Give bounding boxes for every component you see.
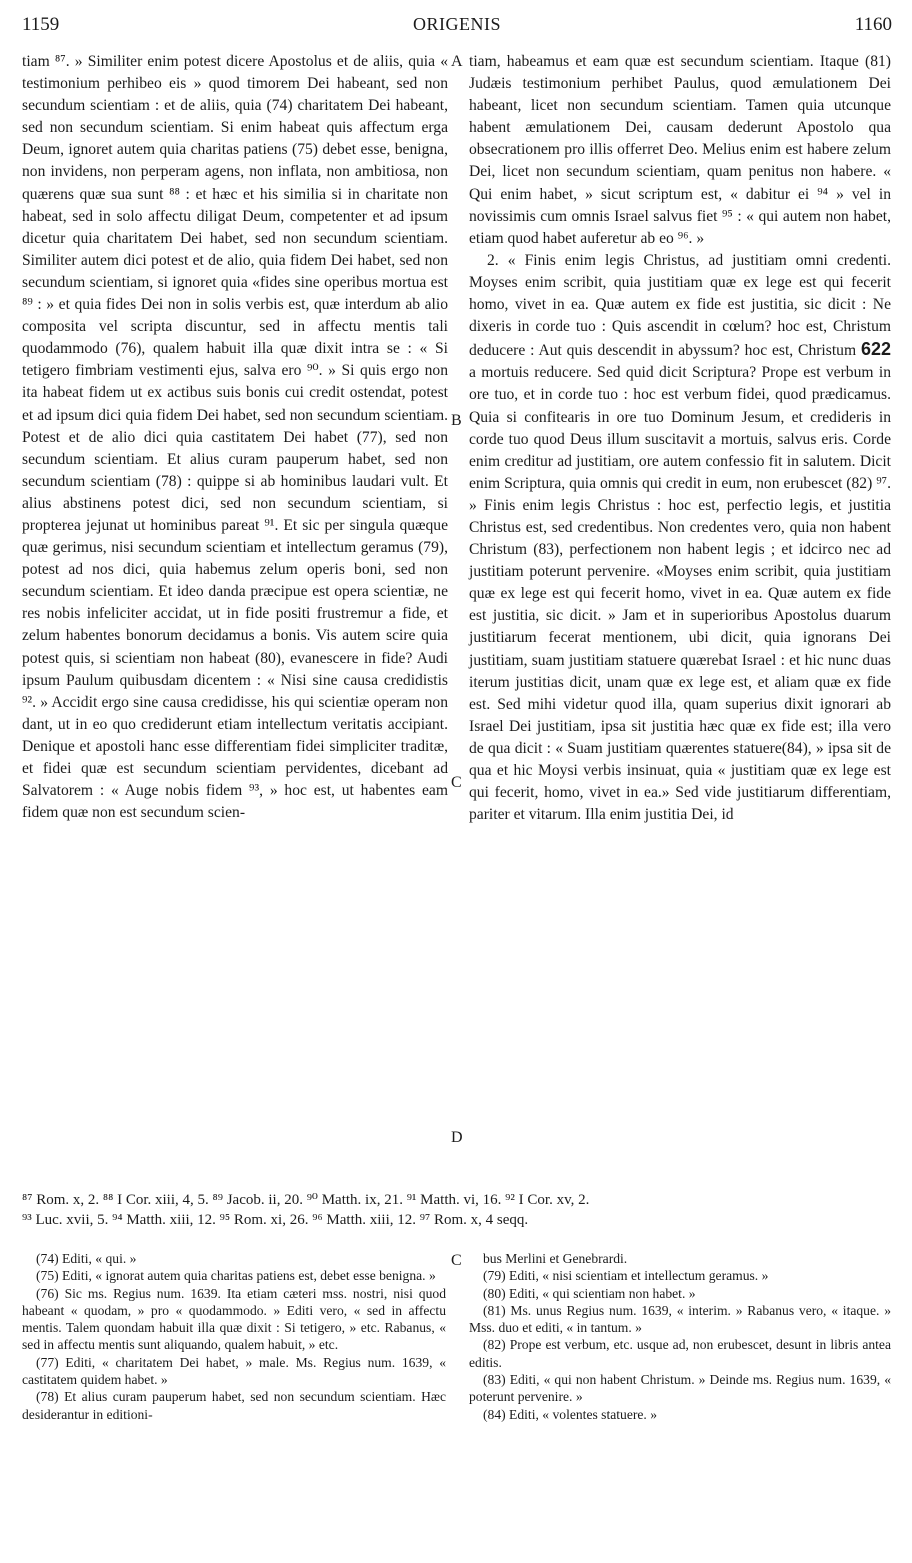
note: (75) Editi, « ignorat autem quia charitas patiens est, debet esse benigna. » [36,1268,436,1284]
margin-marker-a: A [451,53,463,70]
right-paragraph-2-text: 2. « Finis enim legis Christus, ad justitiam omni credenti. Moyses enim scribit, quia justitiam quæ ex lege est qui fecerit homo, vivet in ea. Quæ autem ex fide est justitia, sic dicit : Ne dixeris in corde tuo : Quis ascendit in cœlum? hoc est, Christum deducere : Aut quis descendit in abyssum? hoc est, Christum [469,251,891,360]
left-paragraph: tiam ⁸⁷. » Similiter enim potest dicere Apostolus et de aliis, quia « testimonium perhibeo eis » quod timorem Dei habeant, sed non secundum scientiam : et de aliis, quia (74) charitatem Dei habeant, sed non secundum scientiam. Si enim habeat quis affectum erga Deum, ignoret autem quia charitas patiens (75) debet esse, benigna, non invidens, non perperam agens, non inflata, non ambitiosa, non quærens quæ sua sunt ⁸⁸ : et hæc et his similia si in charitate non habeat, sed in solo affectu diligat Deum, competenter et ad ipsum dicetur quia charitatem Dei habet, sed non secundum scientiam. Similiter autem dici potest et de alio, quia fidem Dei habet, sed non secundum scientiam, si ignoret quia «fides sine operibus mortua est ⁸⁹ : » et quia fides Dei non in solis verbis est, quæ interdum ab alio composita vel scripta discuntur, sed in affectu mentis tali quodammodo (76), qualem habuit illa quæ dixit intra se : « Si tetigero fimbriam vestimenti ejus, salva ero ⁹⁰. » Si quis ergo non ita habeat fidem ut ex actibus suis bonis cui credit ostendat, potest et ad ipsum dici quia fidem Dei habet, sed non secundum scientiam. Potest et de alio dici quia castitatem Dei habet (77), sed non secundum scientiam. Et alius curam pauperum habet, sed non secundum scientiam (78) : quippe si ab hominibus laudari vult. Et alius abstinens potest dici, sed non secundum scientiam, si propterea jejunat ut hominibus pareat ⁹¹. Et sic per singula quæque quæ gerimus, nisi secundum scientiam et intellectum geramus (79), potest ad nos dici, quia habemus zelum operis boni, sed non secundum scientiam. Et ideo danda præcipue est opera scientiæ, ne res nobis infeliciter accidat, ut in fide positi frustremur a fide, et zelum habentes bonorum decidamus a bonis. Vis autem scire quia potest quis, si scientiam non habeat (80), evanescere in fide? Audi ipsum Paulum quibusdam dicentem : « Nisi sine causa credidistis ⁹². » Accidit ergo sine causa credidisse, his qui scientiæ operam non dant, ut in eo quo crediderunt etiam intellectum veritatis accipiant. Denique et apostoli hanc esse differentiam fidei simpliciter traditæ, et fidei quæ est secundum scientiam pervidentes, dicebant ad Salvatorem : « Auge nobis fidem ⁹³, » hoc est, ut habentes eam fidem quæ non est secundum scien- [22,53,448,822]
scripture-ref-line: ⁹³ Luc. xvii, 5. ⁹⁴ Matth. xiii, 12. ⁹⁵ Rom. xi, 26. ⁹⁶ Matth. xiii, 12. ⁹⁷ Rom. x, 4 seqq. [22,1212,529,1228]
note: (79) Editi, « nisi scientiam et intellectum geramus. » [483,1268,769,1284]
note: (74) Editi, « qui. » [36,1251,137,1266]
notes-left [22,1250,446,1423]
note: (81) Ms. unus Regius num. 1639, « interim. » Rabanus vero, « itaque. » Mss. duo et editi, « in tantum. » [469,1302,891,1336]
right-column [469,51,891,826]
margin-marker-d: D [451,1129,463,1146]
page-number-right: 1160 [854,14,892,35]
note: (76) Sic ms. Regius num. 1639. Ita etiam cæteri mss. nostri, nisi quod habeant « quodam, » pro « quodammodo. » Editi vero, « sed in affectu mentis. Talem quondam habuit illa quæ dixit : Si tetigero, » etc. Rabanus, « sed in affectu mentis sunt aliquando, qualem habuit, » etc. [22,1285,446,1353]
scripture-ref-line: ⁸⁷ Rom. x, 2. ⁸⁸ I Cor. xiii, 4, 5. ⁸⁹ Jacob. ii, 20. ⁹⁰ Matth. ix, 21. ⁹¹ Matth. vi, 16. ⁹² I Cor. xv, 2. [22,1192,590,1208]
right-paragraph-2 [469,250,891,826]
right-paragraph-2-cont: a mortuis reducere. Sed quid dicit Scriptura? Prope est verbum in ore tuo, et in corde tuo : hoc est verbum fidei, quod prædicamus. Quia si confitearis in ore tuo Dominum Jesum, et credideris in corde tuo quod Deus illum suscitavit a mortuis, salvus eris. Corde enim creditur ad justitiam, ore autem confessio fit in salutem. Dicit enim Scriptura, quia omnis qui credit in eum, non erubescet (82) ⁹⁷. » Finis enim legis Christus : hoc est, perfectio legis, et justitia Christus est, sed credentibus. Non credentes vero, quia non habent Christum (83), perfectionem non habent legis ; et idcirco nec ad justitiam poterunt pervenire. «Moyses enim scribit, quia justitiam quæ ex lege est qui fecerit homo, vivet in ea. Quæ autem ex fide est justitia, sic dicit. » Jam et in superioribus Apostolus duarum justitiarum fecerat mentionem, ubi dicit, quia ignorans Dei justitiam, suam justitiam statuere quærebat Israel : et hic nunc duas iterum justitias dicit, unam quæ ex lege est, et aliam quæ ex fide est. Sed mihi videtur quod illa, quam superius dixit ignorari ab Israel Dei justitiam, ipsa sit justitia hæc quæ ex fide est; illa vero de qua dicit : « Suam justitiam quærentes statuere(84), » ipsa sit de qua et hic Moysi verbis insinuat, quia « justitiam quæ ex lege est qui fecerit, homo, vivet in ea.» Sed vide justitiarum differentiam, pariter et vitarum. Illa enim justitia Dei, id [469,364,891,824]
page-header [22,14,892,42]
notes-right [469,1250,891,1423]
note: (84) Editi, « volentes statuere. » [483,1406,658,1422]
note: (82) Prope est verbum, etc. usque ad, non erubescet, desunt in libris antea editis. [469,1337,891,1370]
margin-marker-c-notes: C [451,1252,462,1269]
column-number: 622 [860,339,891,360]
note: (78) Et alius curam pauperum habet, sed non secundum scientiam. Hæc desiderantur in editioni- [22,1389,446,1422]
note: (83) Editi, « qui non habent Christum. » Deinde ms. Regius num. 1639, « poterunt pervenire. » [469,1372,891,1405]
right-paragraph: tiam, habeamus et eam quæ est secundum scientiam. Itaque (81) Judæis testimonium perhibet Paulus, quod æmulationem Dei habeant, licet non secundum scientiam. Tamen quia utcunque habent æmulationem Dei, causam dederunt Apostolo qua obsecrationem pro illis offerret Deo. Melius enim est habere zelum Dei, licet non secundum scientiam, quam penitus non habere. « Qui enim habet, » sicut scriptum est, « dabitur ei ⁹⁴ » vel in novissimis cum omnis Israel salvus fiet ⁹⁵ : « qui autem non habet, etiam quod habet auferetur ab eo ⁹⁶. » [469,53,891,247]
note: (80) Editi, « qui scientiam non habet. » [483,1285,696,1301]
page-number-left: 1159 [22,14,60,35]
note: bus Merlini et Genebrardi. [483,1251,628,1266]
scripture-references [22,1190,892,1230]
margin-marker-c: C [451,774,462,791]
running-title: ORIGENIS [413,14,501,34]
margin-marker-b: B [451,412,462,429]
left-column [22,51,448,824]
note: (77) Editi, « charitatem Dei habet, » male. Ms. Regius num. 1639, « castitatem quidem habet. » [22,1354,446,1388]
